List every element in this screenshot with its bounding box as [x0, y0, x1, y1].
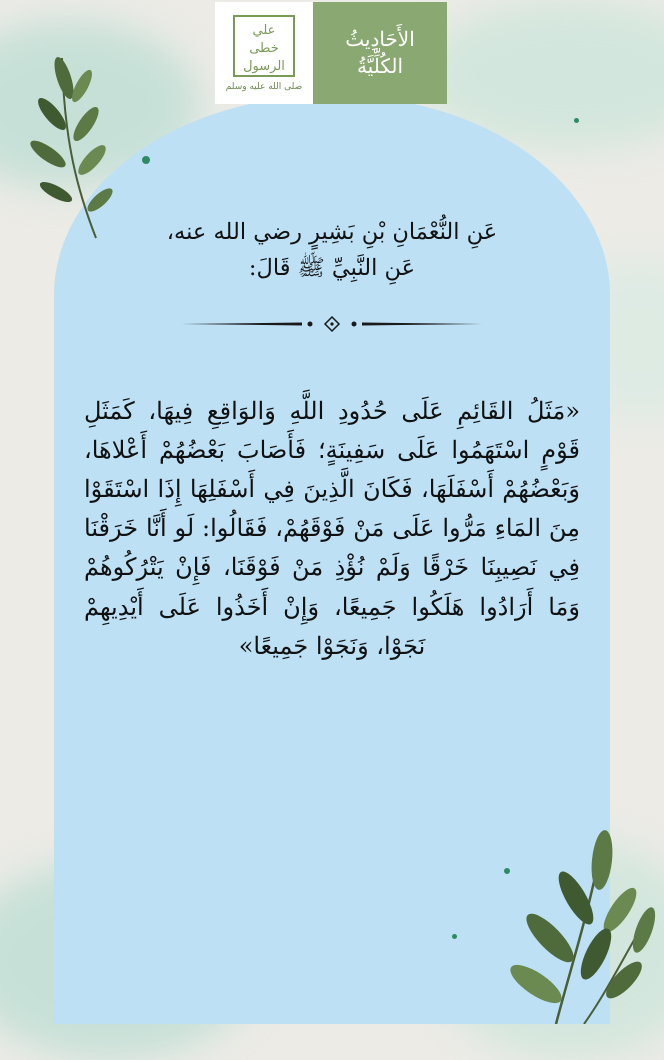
svg-text:خطى: خطى	[249, 41, 279, 56]
series-title-line: الكُلِّيَّةُ	[356, 54, 404, 78]
svg-text:علي: علي	[252, 23, 276, 38]
svg-text:الرسول: الرسول	[243, 59, 285, 74]
narrator-chain	[80, 214, 584, 286]
leaf-branch-illustration	[484, 820, 664, 1024]
series-title-line: الأَحَادِيثُ	[345, 27, 415, 51]
decorative-speck	[142, 156, 150, 164]
narrator-line: عَنِ النُّعْمَانِ بْنِ بَشِيرٍ رضي الله عنه،	[166, 219, 498, 245]
hadith-text: «مَثَلُ القَائِمِ عَلَى حُدُودِ اللَّهِ وَالوَاقِعِ فِيهَا، كَمَثَلِ قَوْمٍ اسْتَهَمُوا عَلَى سَفِينَةٍ؛ فَأَصَابَ بَعْضُهُمْ أَعْلاهَا، وَبَعْضُهُمْ أَسْفَلَهَا، فَكَانَ الَّذِينَ فِي أَسْفَلِهَا إِذَا اسْتَقَوْا مِنَ المَاءِ مَرُّوا عَلَى مَنْ فَوْقَهُمْ، فَقَالُوا: لَو أَنَّا خَرَقْنَا فِي نَصِيبِنَا خَرْقًا وَلَمْ نُؤْذِ مَنْ فَوْقَنَا، فَإِنْ يَتْرُكُوهُمْ وَمَا أَرَادُوا هَلَكُوا جَمِيعًا، وَإِنْ أَخَذُوا عَلَى أَيْدِيهِمْ نَجَوْا، وَنَجَوْا جَمِيعًا»	[84, 397, 580, 660]
site-logo	[215, 2, 313, 104]
narrator-line: عَنِ النَّبِيِّ ﷺ قَالَ:	[248, 255, 416, 281]
decorative-speck	[452, 934, 457, 939]
calligraphy-logo-icon	[232, 14, 296, 78]
header-logo	[215, 2, 447, 104]
ornamental-divider	[182, 314, 482, 334]
logo-caption: صلى الله عليه وسلم	[225, 82, 303, 92]
series-title	[313, 2, 447, 104]
decorative-speck	[574, 118, 579, 123]
